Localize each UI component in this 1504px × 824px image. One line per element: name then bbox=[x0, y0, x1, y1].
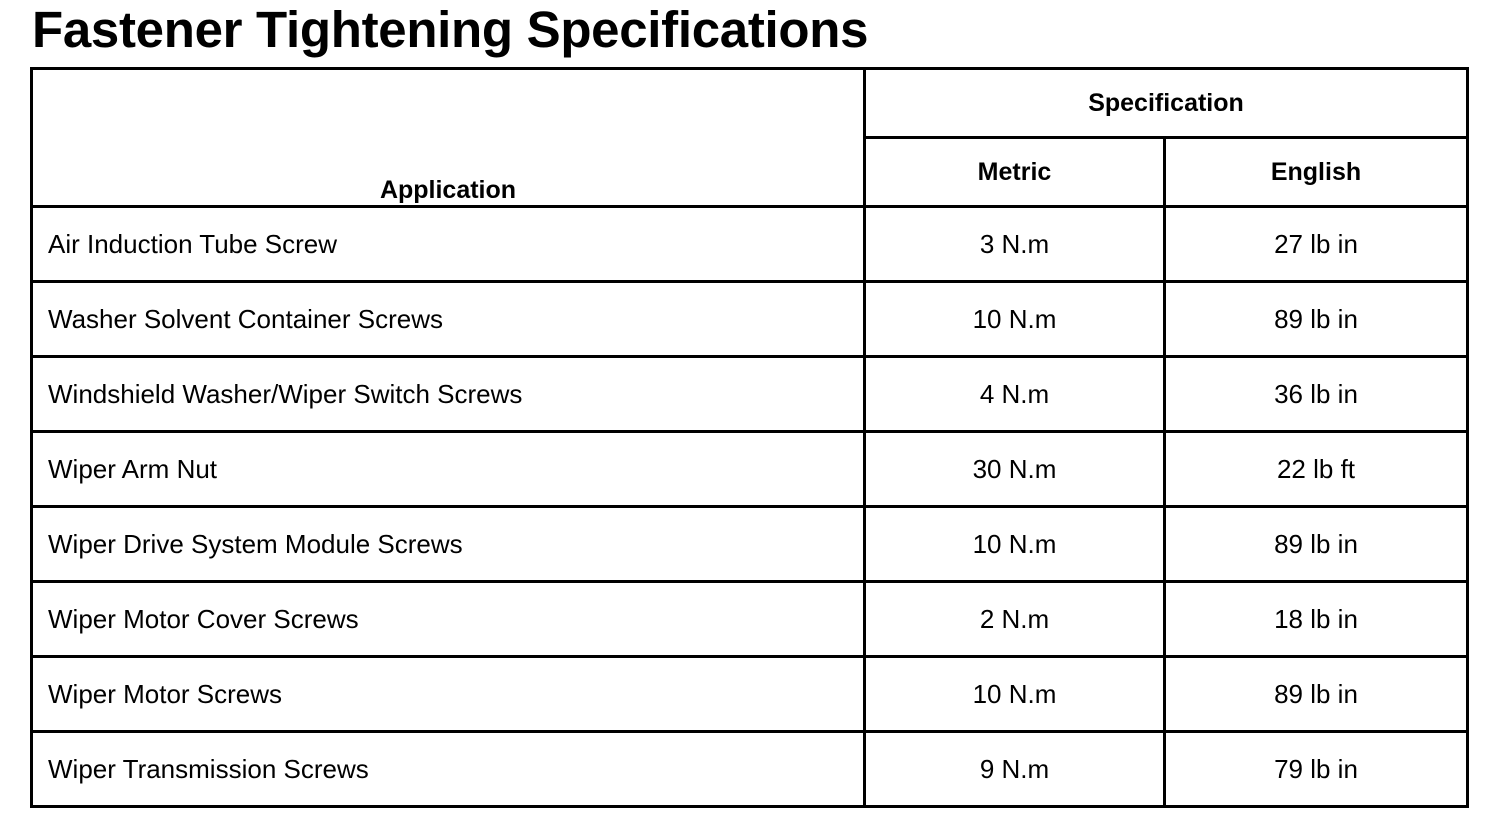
cell-english: 18 lb in bbox=[1165, 582, 1468, 657]
cell-application: Windshield Washer/Wiper Switch Screws bbox=[32, 357, 865, 432]
cell-metric: 9 N.m bbox=[865, 732, 1165, 807]
cell-application: Air Induction Tube Screw bbox=[32, 207, 865, 282]
cell-metric: 2 N.m bbox=[865, 582, 1165, 657]
table-row bbox=[32, 582, 1468, 657]
cell-metric: 3 N.m bbox=[865, 207, 1165, 282]
cell-english: 27 lb in bbox=[1165, 207, 1468, 282]
header-row-top bbox=[32, 69, 1468, 138]
cell-metric: 10 N.m bbox=[865, 657, 1165, 732]
table-row bbox=[32, 432, 1468, 507]
table-row bbox=[32, 207, 1468, 282]
table-row bbox=[32, 282, 1468, 357]
cell-english: 89 lb in bbox=[1165, 507, 1468, 582]
table-row bbox=[32, 732, 1468, 807]
cell-english: 22 lb ft bbox=[1165, 432, 1468, 507]
page-title: Fastener Tightening Specifications bbox=[32, 1, 869, 58]
cell-application: Wiper Drive System Module Screws bbox=[32, 507, 865, 582]
table-row bbox=[32, 507, 1468, 582]
cell-application: Wiper Arm Nut bbox=[32, 432, 865, 507]
column-header-specification: Specification bbox=[865, 69, 1468, 138]
cell-metric: 30 N.m bbox=[865, 432, 1165, 507]
cell-metric: 4 N.m bbox=[865, 357, 1165, 432]
cell-english: 89 lb in bbox=[1165, 657, 1468, 732]
column-header-application: Application bbox=[32, 69, 865, 207]
table-body bbox=[32, 207, 1468, 807]
cell-application: Wiper Transmission Screws bbox=[32, 732, 865, 807]
cell-metric: 10 N.m bbox=[865, 282, 1165, 357]
cell-english: 79 lb in bbox=[1165, 732, 1468, 807]
cell-application: Wiper Motor Cover Screws bbox=[32, 582, 865, 657]
cell-metric: 10 N.m bbox=[865, 507, 1165, 582]
table-row bbox=[32, 357, 1468, 432]
cell-english: 36 lb in bbox=[1165, 357, 1468, 432]
fastener-spec-table bbox=[30, 67, 1469, 808]
column-header-metric: Metric bbox=[865, 138, 1165, 207]
table-row bbox=[32, 657, 1468, 732]
cell-application: Wiper Motor Screws bbox=[32, 657, 865, 732]
cell-application: Washer Solvent Container Screws bbox=[32, 282, 865, 357]
column-header-english: English bbox=[1165, 138, 1468, 207]
table-header bbox=[32, 69, 1468, 207]
cell-english: 89 lb in bbox=[1165, 282, 1468, 357]
